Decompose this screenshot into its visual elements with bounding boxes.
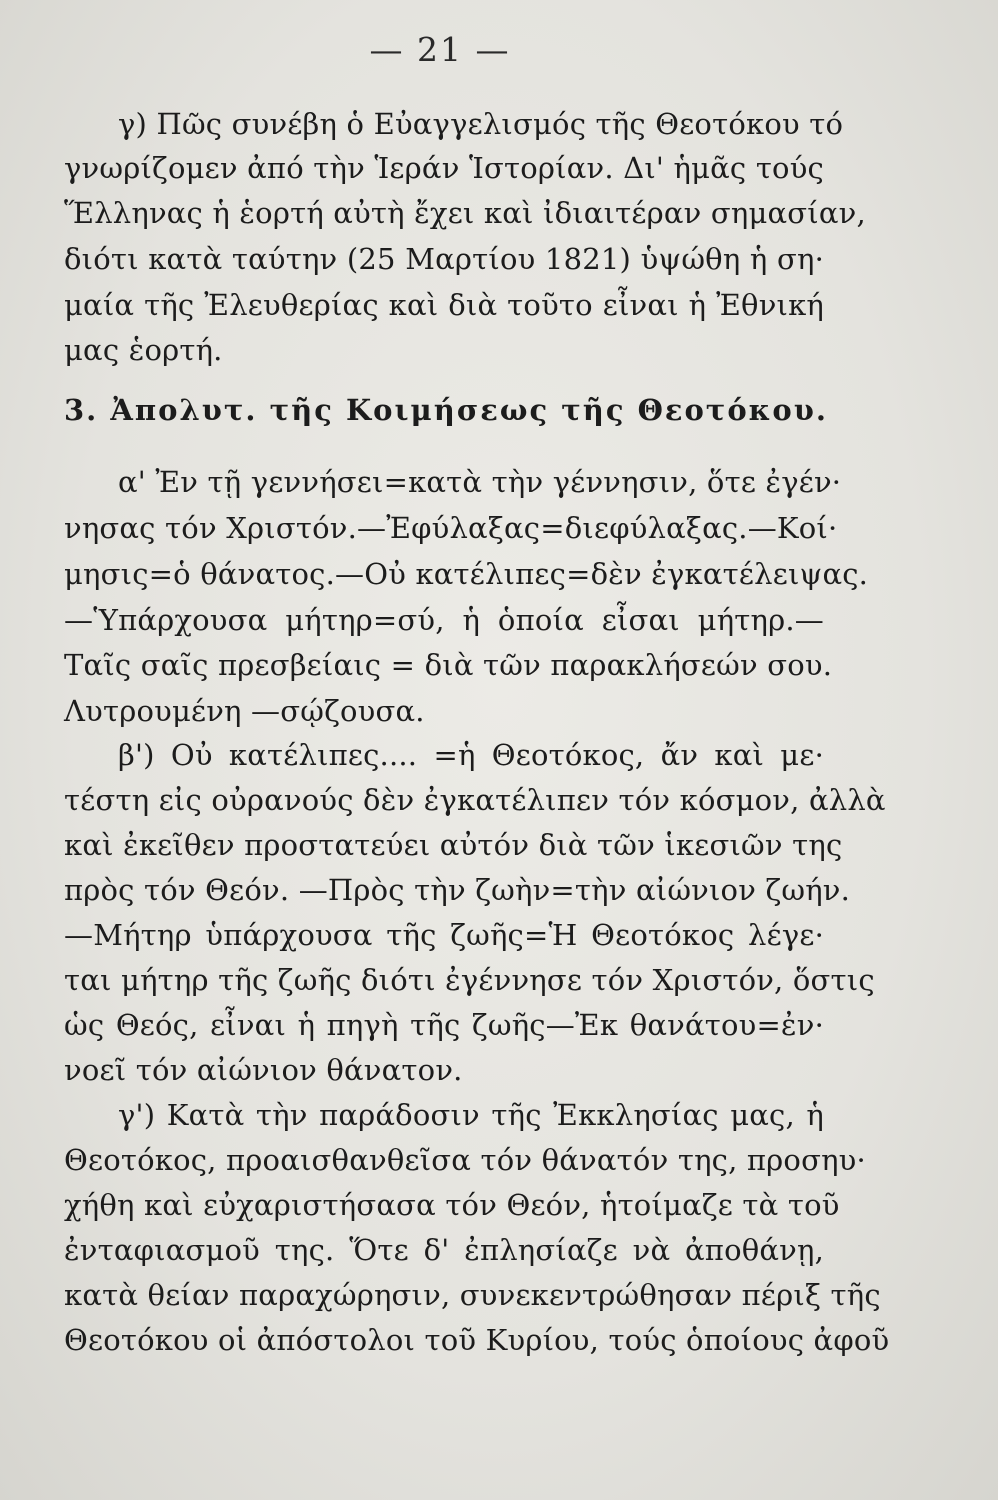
text-line: α' Ἐν τῇ γεννήσει=κατὰ τὴν γέννησιν, ὅτε ἐγέν·: [118, 465, 842, 499]
text-line: —Μήτηρ ὑπάρχουσα τῆς ζωῆς=Ἡ Θεοτόκος λέγε·: [64, 918, 824, 952]
text-line: μας ἑορτή.: [64, 333, 223, 367]
text-line: γ') Κατὰ τὴν παράδοσιν τῆς Ἐκκλησίας μας, ἡ: [118, 1098, 824, 1132]
text-line: —Ὑπάρχουσα μήτηρ=σύ, ἡ ὁποία εἶσαι μήτηρ.—: [64, 603, 824, 637]
text-line: Θεοτόκου οἱ ἀπόστολοι τοῦ Κυρίου, τούς ὁποίους ἀφοῦ: [64, 1323, 890, 1357]
text-line: νησας τόν Χριστόν.—Ἐφύλαξας=διεφύλαξας.—Κοί·: [64, 511, 838, 545]
text-line: ὡς Θεός, εἶναι ἡ πηγὴ τῆς ζωῆς—Ἐκ θανάτου=ἐν·: [64, 1008, 824, 1042]
text-line: διότι κατὰ ταύτην (25 Μαρτίου 1821) ὑψώθη ἡ ση·: [64, 242, 824, 276]
text-line: Θεοτόκος, προαισθανθεῖσα τόν θάνατόν της, προσηυ·: [64, 1143, 866, 1177]
text-line: Ταῖς σαῖς πρεσβείαις = διὰ τῶν παρακλήσεών σου.: [64, 648, 833, 682]
text-line: γνωρίζομεν ἀπό τὴν Ἱεράν Ἱστορίαν. Δι' ἡμᾶς τούς: [64, 151, 824, 185]
text-line: κατὰ θείαν παραχώρησιν, συνεκεντρώθησαν πέριξ τῆς: [64, 1278, 881, 1312]
text-line: β') Οὐ κατέλιπες.... =ἡ Θεοτόκος, ἄν καὶ με·: [118, 738, 824, 772]
text-line: πρὸς τόν Θεόν. —Πρὸς τὴν ζωὴν=τὴν αἰώνιον ζωήν.: [64, 873, 851, 907]
text-line: ἐνταφιασμοῦ της. Ὅτε δ' ἐπλησίαζε νὰ ἀποθάνῃ,: [64, 1233, 824, 1267]
text-line: Λυτρουμένη —σῴζουσα.: [64, 694, 425, 728]
text-line: καὶ ἐκεῖθεν προστατεύει αὐτόν διὰ τῶν ἱκεσιῶν της: [64, 828, 843, 862]
section-heading: 3. Ἀπολυτ. τῆς Κοιμήσεως τῆς Θεοτόκου.: [64, 393, 828, 427]
text-line: γ) Πῶς συνέβη ὁ Εὐαγγελισμός τῆς Θεοτόκου τό: [118, 107, 844, 141]
text-line: Ἕλληνας ἡ ἑορτή αὐτὴ ἔχει καὶ ἰδιαιτέραν σημασίαν,: [64, 196, 866, 230]
text-line: μαία τῆς Ἐλευθερίας καὶ διὰ τοῦτο εἶναι ἡ Ἐθνική: [64, 288, 824, 322]
text-line: νοεῖ τόν αἰώνιον θάνατον.: [64, 1053, 463, 1087]
text-line: χήθη καὶ εὐχαριστήσασα τόν Θεόν, ἡτοίμαζε τὰ τοῦ: [64, 1188, 840, 1222]
page-number: — 21 —: [369, 30, 511, 69]
text-line: τέστη εἰς οὐρανούς δὲν ἐγκατέλιπεν τόν κόσμον, ἀλλὰ: [64, 783, 886, 817]
text-line: ται μήτηρ τῆς ζωῆς διότι ἐγέννησε τόν Χριστόν, ὅστις: [64, 963, 875, 997]
text-line: μησις=ὁ θάνατος.—Οὐ κατέλιπες=δὲν ἐγκατέλειψας.: [64, 557, 869, 591]
